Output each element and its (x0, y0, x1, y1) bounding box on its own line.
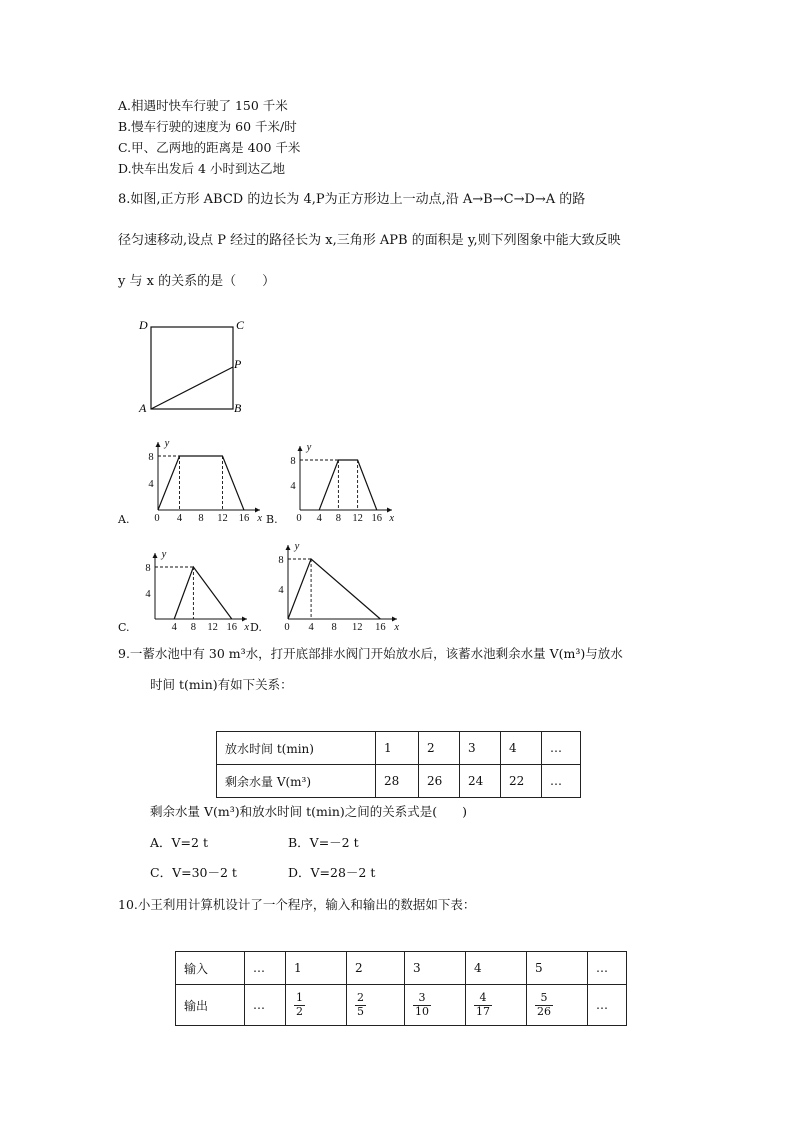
q9-question: 剩余水量 V(m³)和放水时间 t(min)之间的关系式是( ) (150, 804, 468, 819)
x-axis-arrow (255, 508, 260, 513)
fraction-denominator: 5 (357, 1004, 364, 1018)
q9-stem-line1: 9.一蓄水池中有 30 m³水，打开底部排水阀门开始放水后，该蓄水池剩余水量 V(m³)与放水 (118, 646, 623, 661)
option-c-label: C. (118, 621, 130, 634)
table-cell (527, 985, 588, 1026)
y-tick-label: 8 (145, 563, 151, 574)
table-cell: 5 (527, 952, 588, 985)
x-tick-label: 0 (284, 622, 290, 633)
x-tick-label: 0 (296, 513, 302, 524)
y-axis-arrow (286, 545, 291, 550)
series-line (288, 559, 380, 619)
option-d-label: D. (250, 621, 262, 634)
fraction-denominator: 10 (415, 1004, 429, 1018)
table-row (217, 732, 581, 765)
y-tick-label: 4 (290, 481, 296, 492)
fraction (413, 992, 431, 1018)
fraction-denominator: 17 (476, 1004, 490, 1018)
table-cell: 2 (419, 732, 460, 765)
q9-table (216, 731, 581, 798)
x-tick-label: 8 (198, 513, 204, 524)
table-row (217, 765, 581, 798)
graph-option-a (138, 432, 266, 524)
label-a: A (139, 401, 147, 415)
y-tick-label: 8 (290, 456, 296, 467)
label-b: B (234, 401, 242, 415)
fraction (535, 992, 553, 1018)
table-cell: 1 (286, 952, 347, 985)
fraction (474, 992, 492, 1018)
table-row (176, 985, 627, 1026)
x-tick-label: 12 (207, 622, 218, 633)
x-tick-label: 16 (375, 622, 386, 633)
table-cell (347, 985, 405, 1026)
option-a-label: A. (118, 513, 130, 526)
fraction-numerator: 3 (413, 992, 431, 1006)
fraction-denominator: 2 (296, 1004, 303, 1018)
table-cell: … (542, 765, 581, 798)
graph-option-b (280, 436, 398, 524)
table-cell: … (245, 985, 286, 1026)
series-line (158, 456, 244, 510)
table-cell: 输出 (176, 985, 245, 1026)
table-cell (405, 985, 466, 1026)
x-tick-label: 4 (316, 513, 322, 524)
y-tick-label: 8 (278, 555, 284, 566)
label-p: P (234, 357, 242, 371)
option-b-label: B. (266, 513, 278, 526)
x-axis-arrow (392, 617, 397, 622)
label-d: D (139, 318, 148, 332)
x-tick-label: 16 (226, 622, 238, 633)
q9-stem-line2: 时间 t(min)有如下关系： (150, 677, 293, 692)
x-axis-arrow (242, 617, 247, 622)
x-tick-label: 8 (331, 622, 337, 633)
table-cell: 28 (376, 765, 419, 798)
q9-option-c: C．V=30－2 t (150, 865, 237, 880)
y-axis-label: y (161, 549, 167, 560)
q7-option-d: D.快车出发后 4 小时到达乙地 (118, 161, 285, 176)
x-tick-label: 0 (154, 513, 160, 524)
x-axis-label: x (257, 513, 262, 524)
x-tick-label: 4 (171, 622, 177, 633)
x-tick-label: 8 (335, 513, 342, 524)
table-row (176, 952, 627, 985)
table-cell: 4 (501, 732, 542, 765)
table-cell (466, 985, 527, 1026)
table-cell: 1 (376, 732, 419, 765)
table-cell: 24 (460, 765, 501, 798)
x-tick-label: 4 (308, 622, 314, 633)
x-tick-label: 12 (352, 622, 363, 633)
table-cell (286, 985, 347, 1026)
q8-stem-line1: 8.如图,正方形 ABCD 的边长为 4,P为正方形边上一动点,沿 A→B→C→D→A 的路 (118, 192, 586, 207)
x-axis-label: x (244, 622, 249, 633)
x-tick-label: 4 (176, 513, 183, 524)
x-tick-label: 16 (371, 513, 383, 524)
table-cell: 剩余水量 V(m³) (217, 765, 376, 798)
y-tick-label: 4 (148, 479, 154, 490)
graph-option-d (268, 535, 403, 633)
q9-option-a: A．V=2 t (150, 835, 208, 850)
q9-option-d: D．V=28－2 t (288, 865, 376, 880)
series-line (174, 567, 232, 619)
x-axis-label: x (394, 622, 399, 633)
x-tick-label: 12 (352, 513, 363, 524)
q7-option-b: B.慢车行驶的速度为 60 千米/时 (118, 119, 297, 134)
x-axis-label: x (389, 513, 394, 524)
y-tick-label: 4 (278, 585, 284, 596)
table-cell: 放水时间 t(min) (217, 732, 376, 765)
y-axis-label: y (306, 442, 312, 453)
table-cell: … (588, 952, 627, 985)
fraction-numerator: 5 (535, 992, 553, 1006)
q7-option-c: C.甲、乙两地的距离是 400 千米 (118, 140, 301, 155)
fraction-numerator: 2 (357, 990, 364, 1004)
x-tick-label: 12 (217, 513, 228, 524)
q7-option-a: A.相遇时快车行驶了 150 千米 (118, 98, 288, 113)
q8-stem-line3: y 与 x 的关系的是（ ） (118, 274, 276, 289)
x-tick-label: 16 (238, 513, 250, 524)
table-cell: … (245, 952, 286, 985)
fraction-numerator: 4 (474, 992, 492, 1006)
y-axis-label: y (164, 438, 170, 449)
q8-stem-line2: 径匀速移动,设点 P 经过的路径长为 x,三角形 APB 的面积是 y,则下列图象中能大致反映 (118, 233, 621, 248)
square-outline (151, 327, 233, 409)
y-axis-arrow (156, 442, 161, 447)
segment-ap (151, 367, 233, 409)
table-cell: 26 (419, 765, 460, 798)
y-axis-label: y (294, 541, 300, 552)
table-cell: 3 (460, 732, 501, 765)
q10-stem: 10.小王利用计算机设计了一个程序，输入和输出的数据如下表： (118, 897, 476, 912)
y-tick-label: 4 (145, 589, 151, 600)
square-abcd-figure (130, 312, 260, 422)
table-cell: 4 (466, 952, 527, 985)
y-axis-arrow (153, 553, 158, 558)
graph-option-c (135, 543, 253, 633)
fraction (294, 992, 305, 1018)
fraction-denominator: 26 (537, 1004, 551, 1018)
y-axis-arrow (298, 446, 303, 451)
q9-option-b: B．V=－2 t (288, 835, 359, 850)
table-cell: … (588, 985, 627, 1026)
table-cell: 22 (501, 765, 542, 798)
table-cell: … (542, 732, 581, 765)
y-tick-label: 8 (148, 452, 154, 463)
table-cell: 2 (347, 952, 405, 985)
series-line (319, 460, 377, 510)
table-cell: 3 (405, 952, 466, 985)
x-axis-arrow (387, 508, 392, 513)
fraction (355, 992, 366, 1018)
table-cell: 输入 (176, 952, 245, 985)
q10-table (175, 951, 627, 1026)
fraction-numerator: 1 (296, 990, 303, 1004)
label-c: C (236, 318, 245, 332)
x-tick-label: 8 (190, 622, 197, 633)
